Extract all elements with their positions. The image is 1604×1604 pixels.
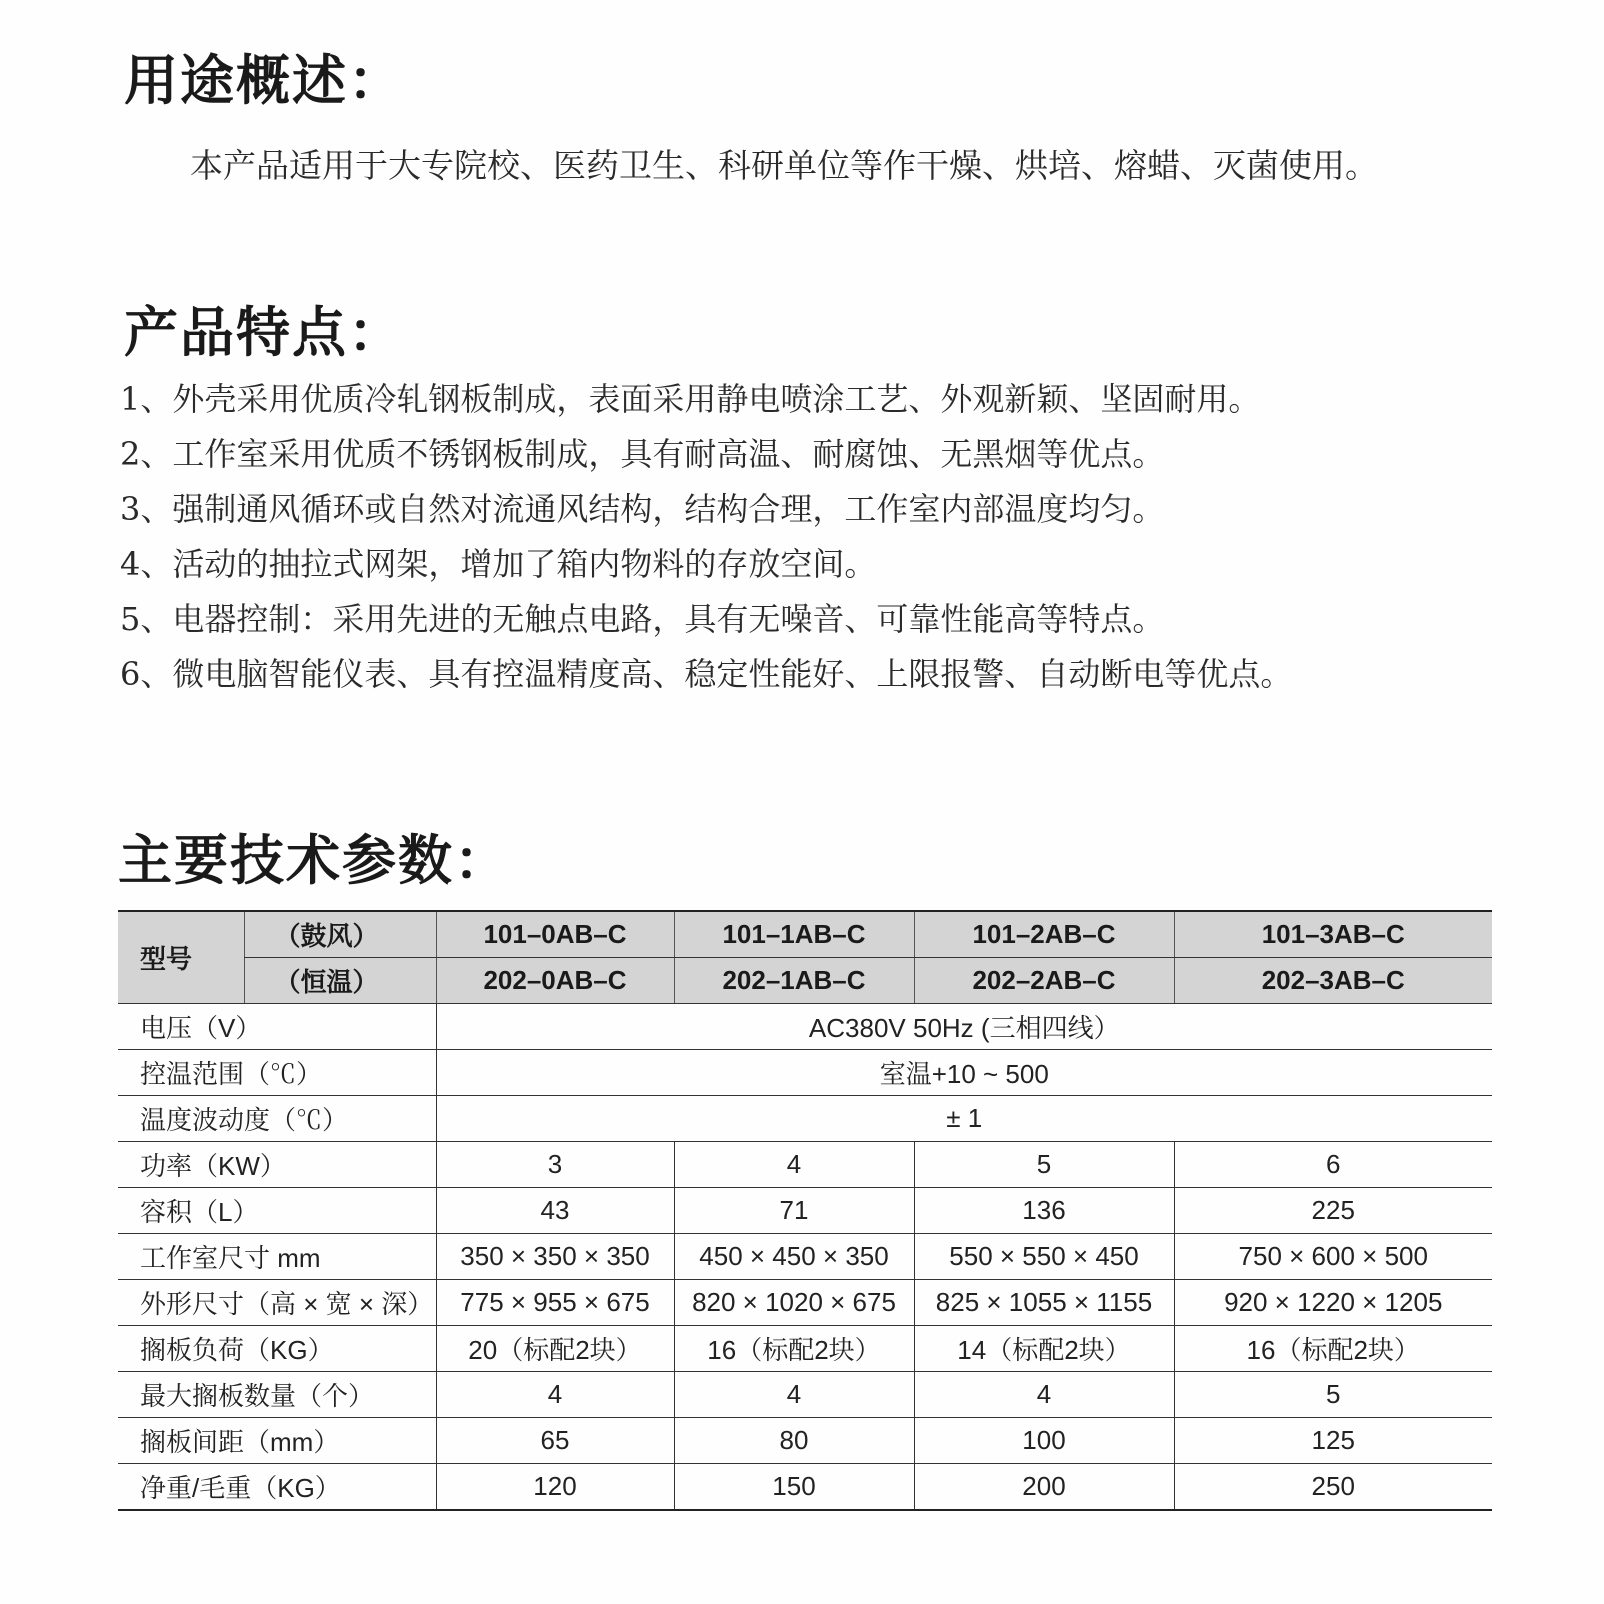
row-value: 125 [1174, 1418, 1492, 1464]
model-cell: 101–0AB–C [436, 911, 674, 958]
row-value: 4 [436, 1372, 674, 1418]
table-row [118, 1050, 1492, 1096]
row-value: 3 [436, 1142, 674, 1188]
row-value: 200 [914, 1464, 1174, 1511]
row-value: 43 [436, 1188, 674, 1234]
row-value: 4 [914, 1372, 1174, 1418]
table-row [118, 1464, 1492, 1511]
row-value: 5 [1174, 1372, 1492, 1418]
row-label: 容积（L） [118, 1188, 436, 1234]
model-cell: 101–2AB–C [914, 911, 1174, 958]
row-value: 4 [674, 1372, 914, 1418]
params-heading: 主要技术参数： [118, 829, 510, 892]
row-value: 225 [1174, 1188, 1492, 1234]
spec-rows [118, 1142, 1492, 1511]
table-row [118, 1234, 1492, 1280]
model-cell: 101–1AB–C [674, 911, 914, 958]
row-value: 5 [914, 1142, 1174, 1188]
row-label: 控温范围（℃） [118, 1050, 436, 1096]
row-value: AC380V 50Hz (三相四线） [436, 1004, 1492, 1050]
feature-item: 3、强制通风循环或自然对流通风结构，结构合理，工作室内部温度均匀。 [120, 490, 1165, 528]
table-row [118, 1372, 1492, 1418]
row-value: 150 [674, 1464, 914, 1511]
row-value: 4 [674, 1142, 914, 1188]
row-label: 净重/毛重（KG） [118, 1464, 436, 1511]
row-value: 室温+10 ~ 500 [436, 1050, 1492, 1096]
model-cell: 202–3AB–C [1174, 958, 1492, 1004]
constant-label: （恒温） [244, 958, 436, 1004]
table-row [118, 1326, 1492, 1372]
row-value: 550 × 550 × 450 [914, 1234, 1174, 1280]
model-cell: 202–0AB–C [436, 958, 674, 1004]
row-label: 搁板负荷（KG） [118, 1326, 436, 1372]
table-row [118, 1188, 1492, 1234]
row-label: 搁板间距（mm） [118, 1418, 436, 1464]
model-row-constant [118, 958, 1492, 1004]
row-label: 电压（V） [118, 1004, 436, 1050]
model-cell: 202–1AB–C [674, 958, 914, 1004]
row-value: 14（标配2块） [914, 1326, 1174, 1372]
row-label: 功率（KW） [118, 1142, 436, 1188]
blower-label: （鼓风） [244, 911, 436, 958]
row-value: 16（标配2块） [674, 1326, 914, 1372]
model-row-blower [118, 911, 1492, 958]
row-value: 120 [436, 1464, 674, 1511]
feature-item: 5、电器控制：采用先进的无触点电路，具有无噪音、可靠性能高等特点。 [120, 600, 1165, 638]
table-row [118, 1280, 1492, 1326]
model-label: 型号 [118, 911, 244, 1004]
spec-table [118, 910, 1492, 1511]
feature-item: 6、微电脑智能仪表、具有控温精度高、稳定性能好、上限报警、自动断电等优点。 [120, 655, 1293, 693]
table-row [118, 1096, 1492, 1142]
row-value: 100 [914, 1418, 1174, 1464]
table-row [118, 1418, 1492, 1464]
row-value: 820 × 1020 × 675 [674, 1280, 914, 1326]
row-value: ± 1 [436, 1096, 1492, 1142]
usage-heading: 用途概述： [124, 49, 404, 112]
row-label: 最大搁板数量（个） [118, 1372, 436, 1418]
feature-item: 4、活动的抽拉式网架，增加了箱内物料的存放空间。 [120, 545, 877, 583]
table-row [118, 1004, 1492, 1050]
row-value: 350 × 350 × 350 [436, 1234, 674, 1280]
feature-item: 1、外壳采用优质冷轧钢板制成，表面采用静电喷涂工艺、外观新颖、坚固耐用。 [120, 380, 1261, 418]
row-value: 80 [674, 1418, 914, 1464]
row-label: 外形尺寸（高 × 宽 × 深） [118, 1280, 436, 1326]
row-value: 136 [914, 1188, 1174, 1234]
row-value: 775 × 955 × 675 [436, 1280, 674, 1326]
row-label: 工作室尺寸 mm [118, 1234, 436, 1280]
row-value: 250 [1174, 1464, 1492, 1511]
row-value: 16（标配2块） [1174, 1326, 1492, 1372]
model-cell: 101–3AB–C [1174, 911, 1492, 958]
usage-description: 本产品适用于大专院校、医药卫生、科研单位等作干燥、烘培、熔蜡、灭菌使用。 [190, 146, 1378, 185]
features-list [120, 372, 1292, 702]
row-value: 450 × 450 × 350 [674, 1234, 914, 1280]
row-value: 71 [674, 1188, 914, 1234]
feature-item: 2、工作室采用优质不锈钢板制成，具有耐高温、耐腐蚀、无黑烟等优点。 [120, 435, 1165, 473]
row-value: 920 × 1220 × 1205 [1174, 1280, 1492, 1326]
row-value: 6 [1174, 1142, 1492, 1188]
row-value: 20（标配2块） [436, 1326, 674, 1372]
table-row [118, 1142, 1492, 1188]
row-value: 825 × 1055 × 1155 [914, 1280, 1174, 1326]
features-heading: 产品特点： [124, 301, 404, 364]
row-value: 65 [436, 1418, 674, 1464]
model-cell: 202–2AB–C [914, 958, 1174, 1004]
row-value: 750 × 600 × 500 [1174, 1234, 1492, 1280]
row-label: 温度波动度（℃） [118, 1096, 436, 1142]
